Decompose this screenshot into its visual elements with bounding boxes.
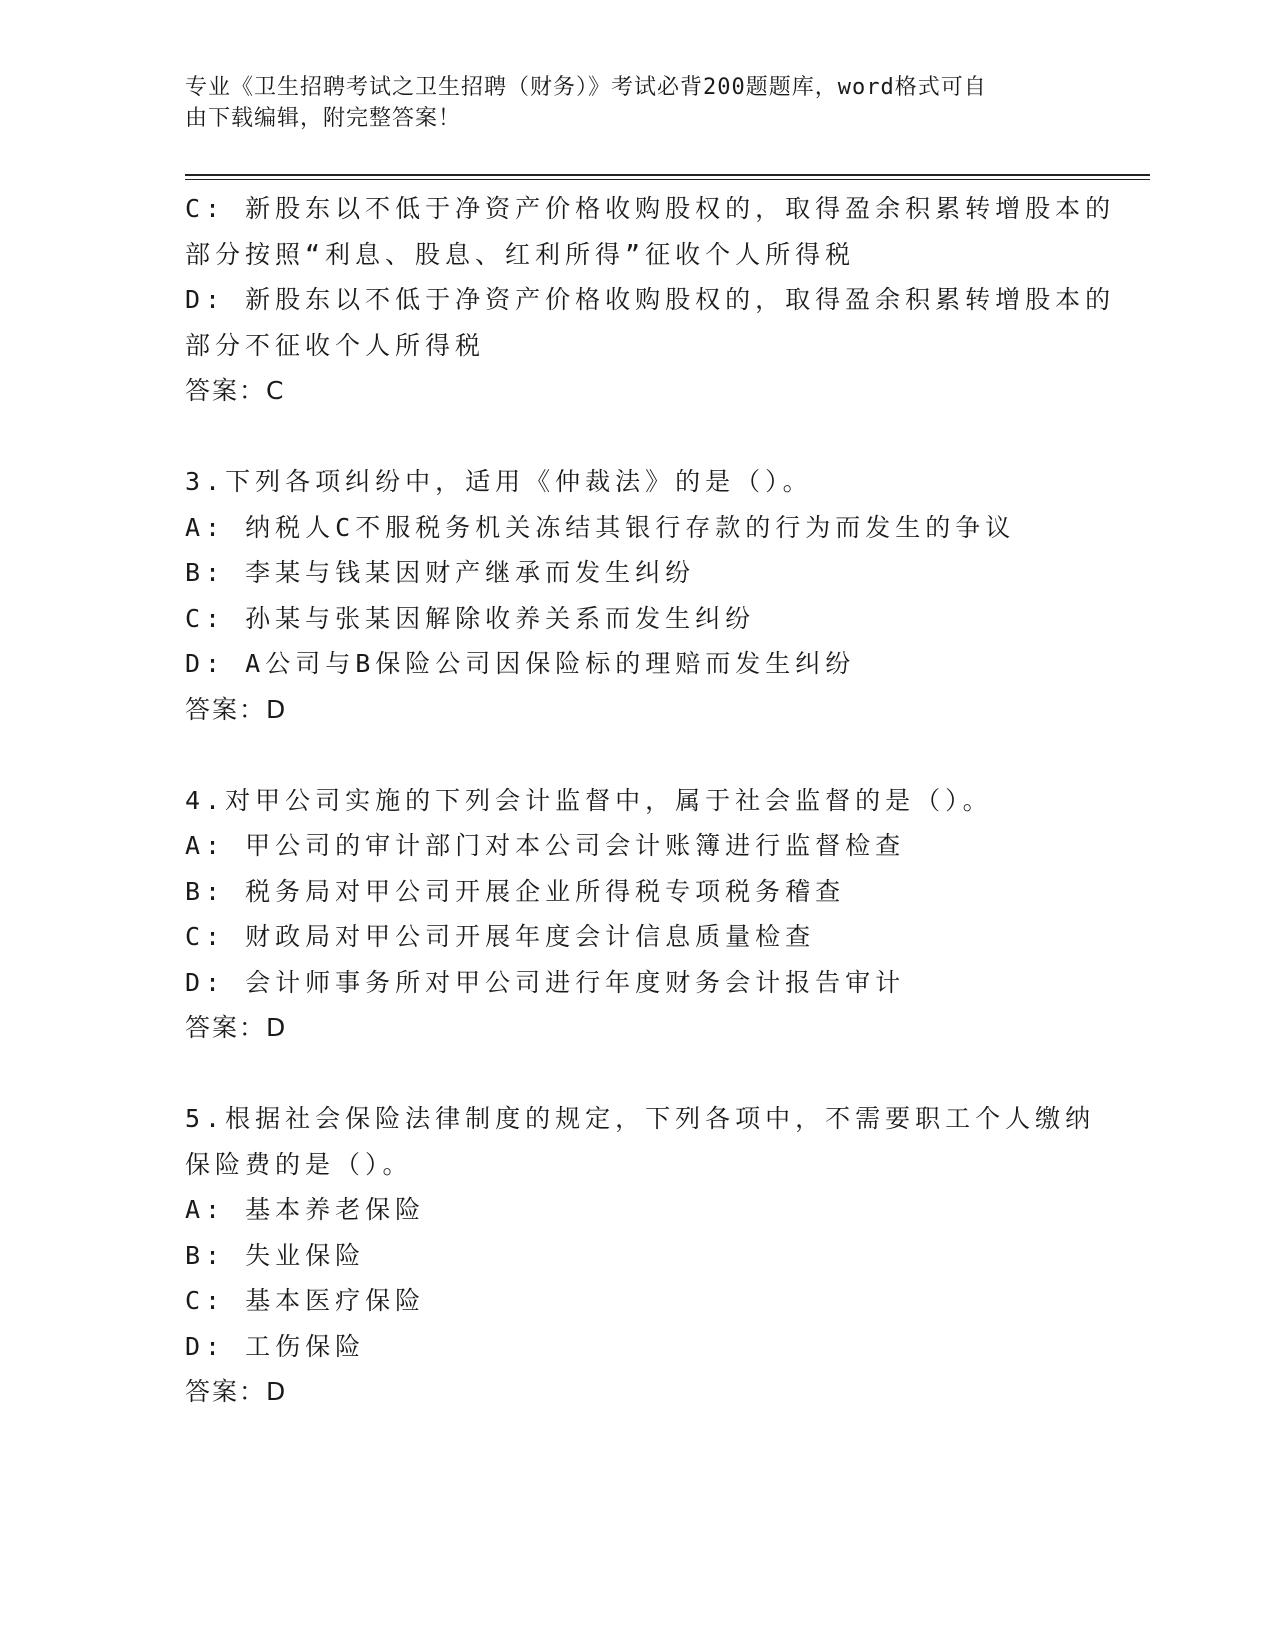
option-c: C: 新股东以不低于净资产价格收购股权的，取得盈余积累转增股本的 — [185, 194, 1116, 223]
option-b: B: 税务局对甲公司开展企业所得税专项税务稽查 — [185, 876, 846, 906]
option-b: B: 失业保险 — [185, 1240, 366, 1270]
header-divider — [185, 174, 1150, 180]
option-b: B: 李某与钱某因财产继承而发生纠纷 — [185, 558, 696, 587]
question-2-tail — [185, 186, 1116, 414]
option-c: C: 基本医疗保险 — [185, 1286, 426, 1315]
answer: 答案：D — [185, 694, 288, 724]
question-stem: 4.对甲公司实施的下列会计监督中，属于社会监督的是（）。 — [185, 785, 993, 815]
option-d: D: 新股东以不低于净资产价格收购股权的，取得盈余积累转增股本的 — [185, 285, 1116, 314]
answer: 答案：D — [185, 1013, 288, 1042]
spacer — [185, 732, 1085, 778]
header-line-1: 专业《卫生招聘考试之卫生招聘（财务）》考试必背200题题库，word格式可自 — [185, 75, 987, 100]
question-5 — [185, 1096, 1096, 1415]
option-a: A: 基本养老保险 — [185, 1195, 426, 1224]
option-a: A: 纳税人C不服税务机关冻结其银行存款的行为而发生的争议 — [185, 512, 1016, 542]
question-list — [185, 186, 1116, 1415]
header-line-2: 由下载编辑，附完整答案！ — [185, 106, 462, 131]
question-4 — [185, 778, 1085, 1051]
answer: 答案：C — [185, 376, 286, 405]
spacer — [185, 414, 1085, 460]
page-header — [185, 72, 1065, 134]
option-c: C: 孙某与张某因解除收养关系而发生纠纷 — [185, 603, 756, 633]
option-d: D: A公司与B保险公司因保险标的理赔而发生纠纷 — [185, 649, 856, 678]
option-a: A: 甲公司的审计部门对本公司会计账簿进行监督检查 — [185, 831, 906, 860]
question-stem: 5.根据社会保险法律制度的规定，下列各项中，不需要职工个人缴纳 — [185, 1104, 1096, 1133]
option-d: D: 会计师事务所对甲公司进行年度财务会计报告审计 — [185, 967, 906, 997]
spacer — [185, 1051, 1085, 1097]
answer: 答案：D — [185, 1377, 288, 1406]
option-c-continued: 部分按照“利息、股息、红利所得”征收个人所得税 — [185, 239, 856, 269]
option-c: C: 财政局对甲公司开展年度会计信息质量检查 — [185, 922, 816, 951]
question-stem: 3.下列各项纠纷中，适用《仲裁法》的是（）。 — [185, 467, 813, 496]
option-d-continued: 部分不征收个人所得税 — [185, 330, 486, 360]
question-stem-continued: 保险费的是（）。 — [185, 1149, 413, 1179]
option-d: D: 工伤保险 — [185, 1331, 366, 1361]
question-3 — [185, 459, 1085, 732]
